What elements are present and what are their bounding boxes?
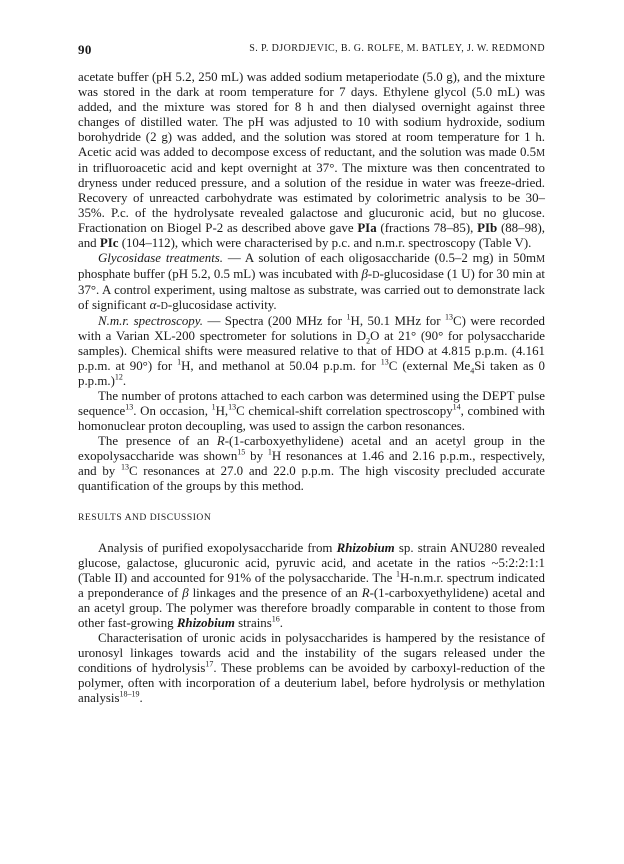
paragraph-glycosidase-treatments: Glycosidase treatments. — A solution of each oligosaccharide (0.5–2 mg) in 50mM phosphate buffer (pH 5.2, 0.5 mL) was incubated with β-D-glucosidase (1 U) for 30 min at 37°. A control experiment, using maltose as substrate, was carried out to demonstrate lack of significant α-D-glucosidase activity.	[78, 251, 546, 312]
paragraph-dept: The number of protons attached to each carbon was determined using the DEPT pulse sequence$^{13}$. On occasion, $^1$H,$^{13}$C chemical-shift correlation spectroscopy$^{14}$, combined with homonuclear proton decoupling, was used to assign the carbon resonances.	[78, 389, 545, 433]
running-head-authors: S. P. DJORDJEVIC, B. G. ROLFE, M. BATLEY, J. W. REDMOND	[249, 43, 545, 54]
paragraph-title: Glycosidase treatments.	[98, 251, 224, 265]
paragraph-title: N.m.r. spectroscopy.	[98, 314, 203, 328]
paragraph-acetal-acetyl: The presence of an R-(1-carboxyethylidene) acetal and an acetyl group in the exopolysaccharide was shown$^{15}$ by $^1$H resonances at 1.46 and 2.16 p.p.m., respectively, and by $^{13}$C resonances at 27.0 and 22.0 p.p.m. The high viscosity precluded accurate quantification of the groups by this method.	[78, 434, 545, 493]
page-number: 90	[78, 42, 92, 57]
section-heading-results: RESULTS AND DISCUSSION	[78, 512, 212, 523]
paragraph-uronic-acids: Characterisation of uronic acids in polysaccharides is hampered by the resistance of uronosyl linkages towards acid and the instability of the sugars released under the conditions of hydrolysis$^{17}$. These problems can be avoided by carboxyl-reduction of the polymer, often with incorporation of a deuterium label, before hydrolysis or methylation analysis$^{18-19}$.	[78, 631, 546, 705]
page-header	[78, 42, 545, 58]
paragraph-nmr-spectroscopy: N.m.r. spectroscopy. — Spectra (200 MHz for $^1$H, 50.1 MHz for $^{13}$C) were recorded with a Varian XL-200 spectrometer for solutions in $D_2O$ at 21° (90° for polysaccharide samples). Chemical shifts were measured relative to that of HDO at 4.815 p.p.m. (4.161 p.p.m. at 90°) for $^1$H, and methanol at 50.04 p.p.m. for $^{13}$C (external $Me_4Si$ taken as 0 p.p.m.)$^{12}$.	[78, 312, 545, 388]
article-body	[78, 70, 545, 706]
paragraph-periodate-oxidation: acetate buffer (pH 5.2, 250 mL) was added sodium metaperiodate (5.0 g), and the mixture was stored in the dark at room temperature for 7 days. Ethylene glycol (5.0 mL) was added, and the mixture was stored for 8 h and then dialysed overnight against three changes of distilled water. The pH was adjusted to 10 with sodium hydroxide, sodium borohydride (2 g) was added, and the solution was stored at room temperature for 1 h. Acetic acid was added to decompose excess of reductant, and the solution was made 0.5M in trifluoroacetic acid and kept overnight at 37°. The mixture was then concentrated to dryness under reduced pressure, and a solution of the residue in water was freeze-dried. Recovery of unreacted carbohydrate was estimated by colorimetric analysis to be 30–35%. P.c. of the hydrolysate revealed galactose and glucuronic acid, but no glucose. Fractionation on Biogel P-2 as described above gave PIa (fractions 78–85), PIb (88–98), and PIc (104–112), which were characterised by p.c. and n.m.r. spectroscopy (Table V).	[78, 70, 545, 250]
paragraph-analysis: Analysis of purified exopolysaccharide from Rhizobium sp. strain ANU280 revealed glucose, galactose, glucuronic acid, pyruvic acid, and acetate in the ratios ~5:2:2:1:1 (Table II) and accounted for 91% of the polysaccharide. The $^1$H-n.m.r. spectrum indicated a preponderance of β linkages and the presence of an R-(1-carboxyethylidene) acetal and an acetyl group. The polymer was therefore broadly comparable in content to those from other fast-growing Rhizobium strains$^{16}$.	[78, 541, 546, 630]
